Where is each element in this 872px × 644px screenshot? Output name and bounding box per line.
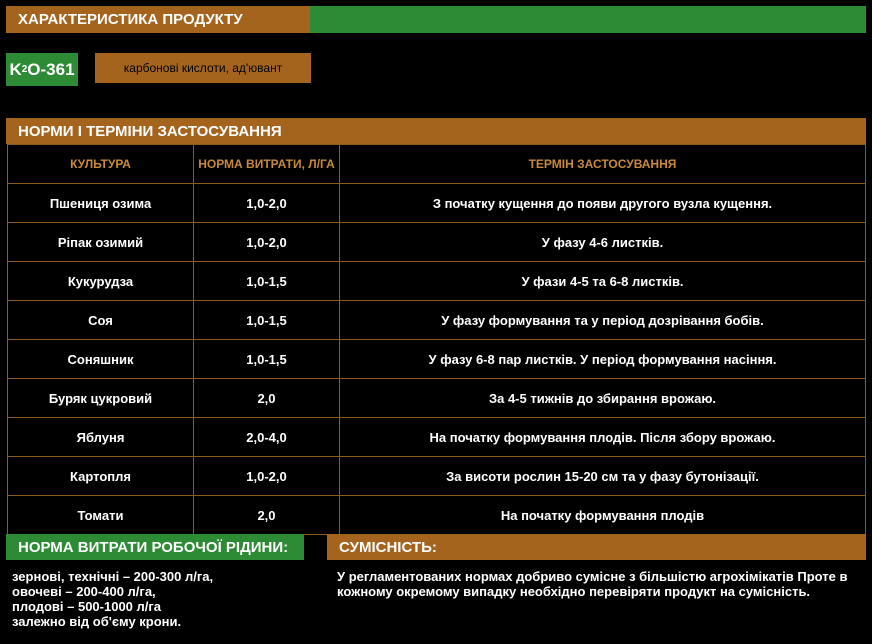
rate-cell: 1,0-2,0 [194,457,340,496]
norms-table [7,144,866,535]
table-row [8,262,866,301]
product-section-header-accent [310,6,866,33]
table-row [8,496,866,535]
liquid-section-title: НОРМА ВИТРАТИ РОБОЧОЇ РІДИНИ: [18,538,289,556]
table-row [8,379,866,418]
norms-table-header-row [8,145,866,184]
table-row [8,223,866,262]
product-code-badge [6,53,78,86]
liquid-rate-line: залежно від об'єму крони. [12,614,182,629]
table-row [8,457,866,496]
crop-cell: Ріпак озимий [8,223,194,262]
column-header-crop: КУЛЬТУРА [8,145,194,184]
product-code-rest: O-361 [27,59,75,79]
crop-cell: Соняшник [8,340,194,379]
table-row [8,301,866,340]
timing-cell: На початку формування плодів [340,496,866,535]
timing-cell: З початку кущення до появи другого вузла кущення. [340,184,866,223]
timing-cell: У фази 4-5 та 6-8 листків. [340,262,866,301]
crop-cell: Яблуня [8,418,194,457]
liquid-rate-line: овочеві – 200-400 л/га, [12,584,156,599]
crop-cell: Пшениця озима [8,184,194,223]
product-code-main: K [9,59,22,79]
rate-cell: 1,0-2,0 [194,184,340,223]
product-code-subscript: 2 [21,64,28,75]
crop-cell: Кукурудза [8,262,194,301]
liquid-rate-list [12,569,312,629]
rate-cell: 1,0-1,5 [194,262,340,301]
product-tag [95,53,311,83]
crop-cell: Томати [8,496,194,535]
norms-table-wrapper [7,144,865,535]
rate-cell: 2,0 [194,379,340,418]
table-row [8,418,866,457]
product-section-title: ХАРАКТЕРИСТИКА ПРОДУКТУ [18,11,243,28]
table-row [8,340,866,379]
timing-cell: За 4-5 тижнів до збирання врожаю. [340,379,866,418]
liquid-rate-line: плодові – 500-1000 л/га [12,599,162,614]
liquid-section-header [6,534,304,560]
table-row [8,184,866,223]
column-header-timing: ТЕРМІН ЗАСТОСУВАННЯ [340,145,866,184]
liquid-rate-line: зернові, технічні – 200-300 л/га, [12,569,214,584]
crop-cell: Картопля [8,457,194,496]
rate-cell: 1,0-1,5 [194,340,340,379]
crop-cell: Соя [8,301,194,340]
rate-cell: 2,0 [194,496,340,535]
timing-cell: За висоти рослин 15-20 см та у фазу бутонізації. [340,457,866,496]
timing-cell: У фазу формування та у період дозрівання бобів. [340,301,866,340]
rate-cell: 1,0-1,5 [194,301,340,340]
column-header-rate: НОРМА ВИТРАТИ, Л/ГА [194,145,340,184]
product-section-header [6,6,310,33]
rate-cell: 1,0-2,0 [194,223,340,262]
product-tag-label: карбонові кислоти, ад'ювант [123,61,283,75]
compat-section-header [327,534,866,560]
crop-cell: Буряк цукровий [8,379,194,418]
timing-cell: У фазу 6-8 пар листків. У період формування насіння. [340,340,866,379]
compat-section-title: СУМІСНІСТЬ: [339,538,437,556]
norms-section-header [6,118,866,144]
norms-section-title: НОРМИ І ТЕРМІНИ ЗАСТОСУВАННЯ [18,122,282,140]
timing-cell: У фазу 4-6 листків. [340,223,866,262]
compat-text: У регламентованих нормах добриво сумісне з більшістю агрохімікатів Проте в кожному окремому випадку необхідно перевіряти продукт на сумісність. [337,569,848,599]
timing-cell: На початку формування плодів. Після збору врожаю. [340,418,866,457]
rate-cell: 2,0-4,0 [194,418,340,457]
